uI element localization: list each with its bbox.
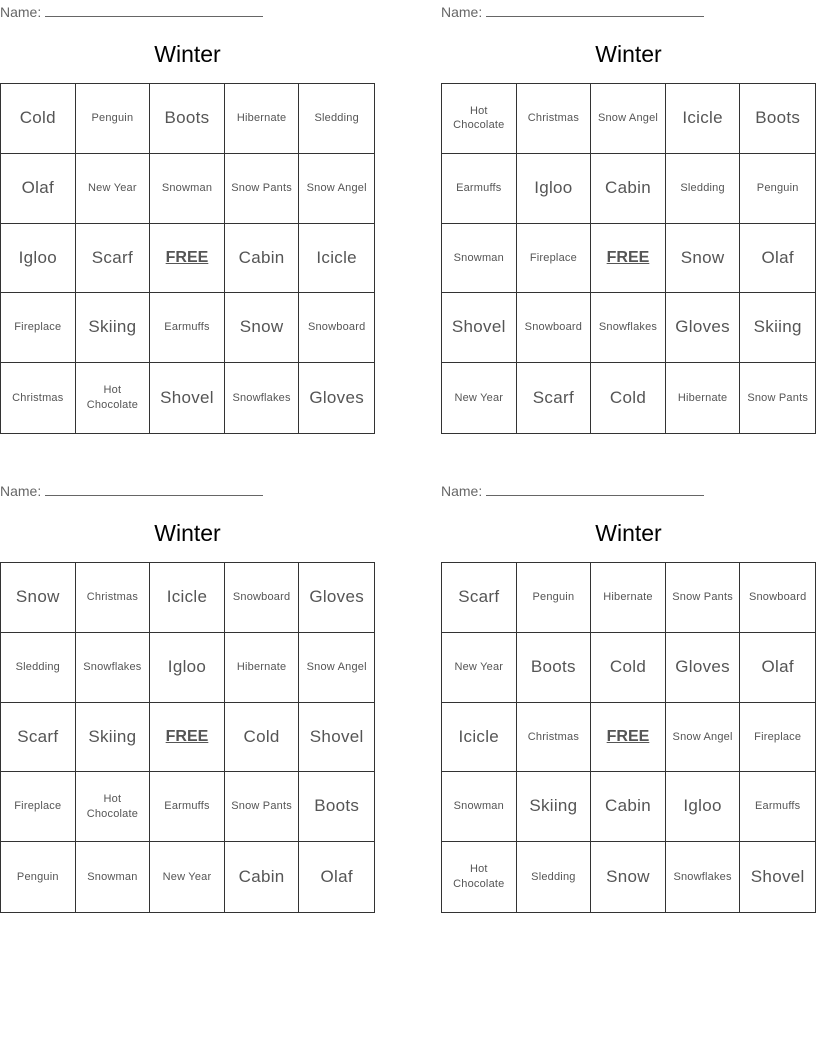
bingo-cell: Cabin (591, 154, 666, 224)
bingo-cell: Hot Chocolate (76, 772, 151, 842)
bingo-cell: Fireplace (1, 772, 76, 842)
name-line (45, 16, 263, 17)
bingo-cell: Snowman (442, 772, 517, 842)
bingo-cell: Igloo (1, 224, 76, 294)
name-label: Name: (441, 483, 483, 499)
bingo-cell: Snow Angel (299, 633, 374, 703)
bingo-cell: Penguin (740, 154, 815, 224)
bingo-cell: Snow (591, 842, 666, 912)
bingo-cell: Shovel (442, 293, 517, 363)
card-title: Winter (154, 41, 221, 67)
bingo-cell: Snow Pants (747, 391, 809, 404)
bingo-cell: Snowman (150, 154, 225, 224)
bingo-cell: Snowman (442, 224, 517, 294)
bingo-cell: Fireplace (740, 703, 815, 773)
bingo-cell: Snowflakes (225, 363, 300, 433)
bingo-cell: Olaf (740, 224, 815, 294)
bingo-cell: Shovel (150, 363, 225, 433)
bingo-cell: Boots (150, 84, 225, 154)
name-line (45, 495, 263, 496)
bingo-cell: Snow (666, 224, 741, 294)
bingo-cell: Icicle (150, 563, 225, 633)
bingo-cell: Cold (591, 633, 666, 703)
bingo-cell: Cold (1, 84, 76, 154)
bingo-cell: Boots (517, 633, 592, 703)
bingo-cell: New Year (442, 363, 517, 433)
bingo-cell: Snowman (76, 842, 151, 912)
bingo-cell: Earmuffs (150, 772, 225, 842)
name-field[interactable] (441, 2, 704, 20)
bingo-cell: Earmuffs (442, 154, 517, 224)
free-cell: FREE (150, 224, 225, 294)
name-label: Name: (441, 4, 483, 20)
bingo-cell: Hot Chocolate (76, 363, 151, 433)
card-title: Winter (595, 41, 662, 67)
bingo-cell: Icicle (666, 84, 741, 154)
bingo-cell: Igloo (666, 772, 741, 842)
bingo-cell: Skiing (740, 293, 815, 363)
bingo-grid (0, 562, 375, 913)
name-field[interactable] (0, 2, 263, 20)
name-label: Name: (0, 483, 42, 499)
bingo-cell: Christmas (76, 563, 151, 633)
bingo-cell: Snow Pants (225, 772, 300, 842)
bingo-cell: Penguin (1, 842, 76, 912)
bingo-cell: Snowflakes (76, 633, 151, 703)
bingo-cell: Snow (1, 563, 76, 633)
bingo-cell: Gloves (309, 387, 365, 407)
bingo-cell: Earmuffs (740, 772, 815, 842)
bingo-cell: Cabin (225, 224, 300, 294)
bingo-cell: Snow Angel (666, 703, 741, 773)
bingo-cell: Gloves (299, 563, 374, 633)
bingo-grid (441, 83, 816, 434)
bingo-cell: Shovel (750, 866, 805, 886)
bingo-cell: Hibernate (591, 563, 666, 633)
bingo-cell: Hibernate (225, 84, 300, 154)
bingo-cell: Snowflakes (591, 293, 666, 363)
bingo-cell: Icicle (442, 703, 517, 773)
free-cell: FREE (591, 703, 666, 773)
bingo-cell: Gloves (666, 293, 741, 363)
bingo-cell: Olaf (320, 866, 353, 886)
bingo-cell: Shovel (299, 703, 374, 773)
bingo-cell: Fireplace (1, 293, 76, 363)
bingo-cell: Cold (591, 363, 666, 433)
bingo-cell: Snowflakes (666, 842, 741, 912)
bingo-cell: Snow (225, 293, 300, 363)
bingo-cell: Boots (740, 84, 815, 154)
bingo-cell: Christmas (517, 703, 592, 773)
bingo-cell: Igloo (150, 633, 225, 703)
bingo-cell: Sledding (666, 154, 741, 224)
bingo-cell: Skiing (76, 293, 151, 363)
bingo-cell: Olaf (1, 154, 76, 224)
bingo-cell: Icicle (299, 224, 374, 294)
bingo-cell: Gloves (666, 633, 741, 703)
bingo-cell: Christmas (517, 84, 592, 154)
bingo-cell: Penguin (517, 563, 592, 633)
bingo-cell: Igloo (517, 154, 592, 224)
bingo-cell: Snowboard (225, 563, 300, 633)
bingo-cell: Scarf (517, 363, 592, 433)
bingo-cell: Scarf (76, 224, 151, 294)
bingo-cell: New Year (76, 154, 151, 224)
name-line (486, 495, 704, 496)
bingo-cell: Olaf (740, 633, 815, 703)
bingo-grid (441, 562, 816, 913)
bingo-cell: Sledding (299, 84, 374, 154)
bingo-cell: Skiing (76, 703, 151, 773)
name-line (486, 16, 704, 17)
bingo-cell: Scarf (442, 563, 517, 633)
bingo-cell: Hibernate (225, 633, 300, 703)
name-label: Name: (0, 4, 42, 20)
bingo-cell: Snow Angel (299, 154, 374, 224)
bingo-cell: Cabin (591, 772, 666, 842)
bingo-cell: Earmuffs (150, 293, 225, 363)
free-cell: FREE (591, 224, 666, 294)
bingo-cell: Snowboard (740, 563, 815, 633)
bingo-cell: Snow Angel (591, 84, 666, 154)
name-field[interactable] (0, 481, 263, 499)
bingo-cell: New Year (150, 842, 225, 912)
bingo-cell: Hot Chocolate (442, 842, 517, 912)
bingo-grid (0, 83, 375, 434)
bingo-cell: Skiing (517, 772, 592, 842)
bingo-cell: New Year (442, 633, 517, 703)
bingo-cell: Sledding (1, 633, 76, 703)
bingo-cell: Snow Pants (666, 563, 741, 633)
bingo-cell: Cold (225, 703, 300, 773)
card-title: Winter (154, 520, 221, 546)
bingo-cell: Fireplace (517, 224, 592, 294)
free-cell: FREE (150, 703, 225, 773)
bingo-cell: Christmas (1, 363, 76, 433)
bingo-cell: Penguin (76, 84, 151, 154)
name-field[interactable] (441, 481, 704, 499)
bingo-cell: Snowboard (517, 293, 592, 363)
card-title: Winter (595, 520, 662, 546)
bingo-cell: Sledding (517, 842, 592, 912)
bingo-cell: Hibernate (666, 363, 741, 433)
bingo-cell: Hot Chocolate (442, 84, 517, 154)
bingo-cell: Cabin (225, 842, 300, 912)
bingo-cell: Snow Pants (225, 154, 300, 224)
bingo-cell: Scarf (1, 703, 76, 773)
bingo-cell: Snowboard (299, 293, 374, 363)
bingo-cell: Boots (299, 772, 374, 842)
